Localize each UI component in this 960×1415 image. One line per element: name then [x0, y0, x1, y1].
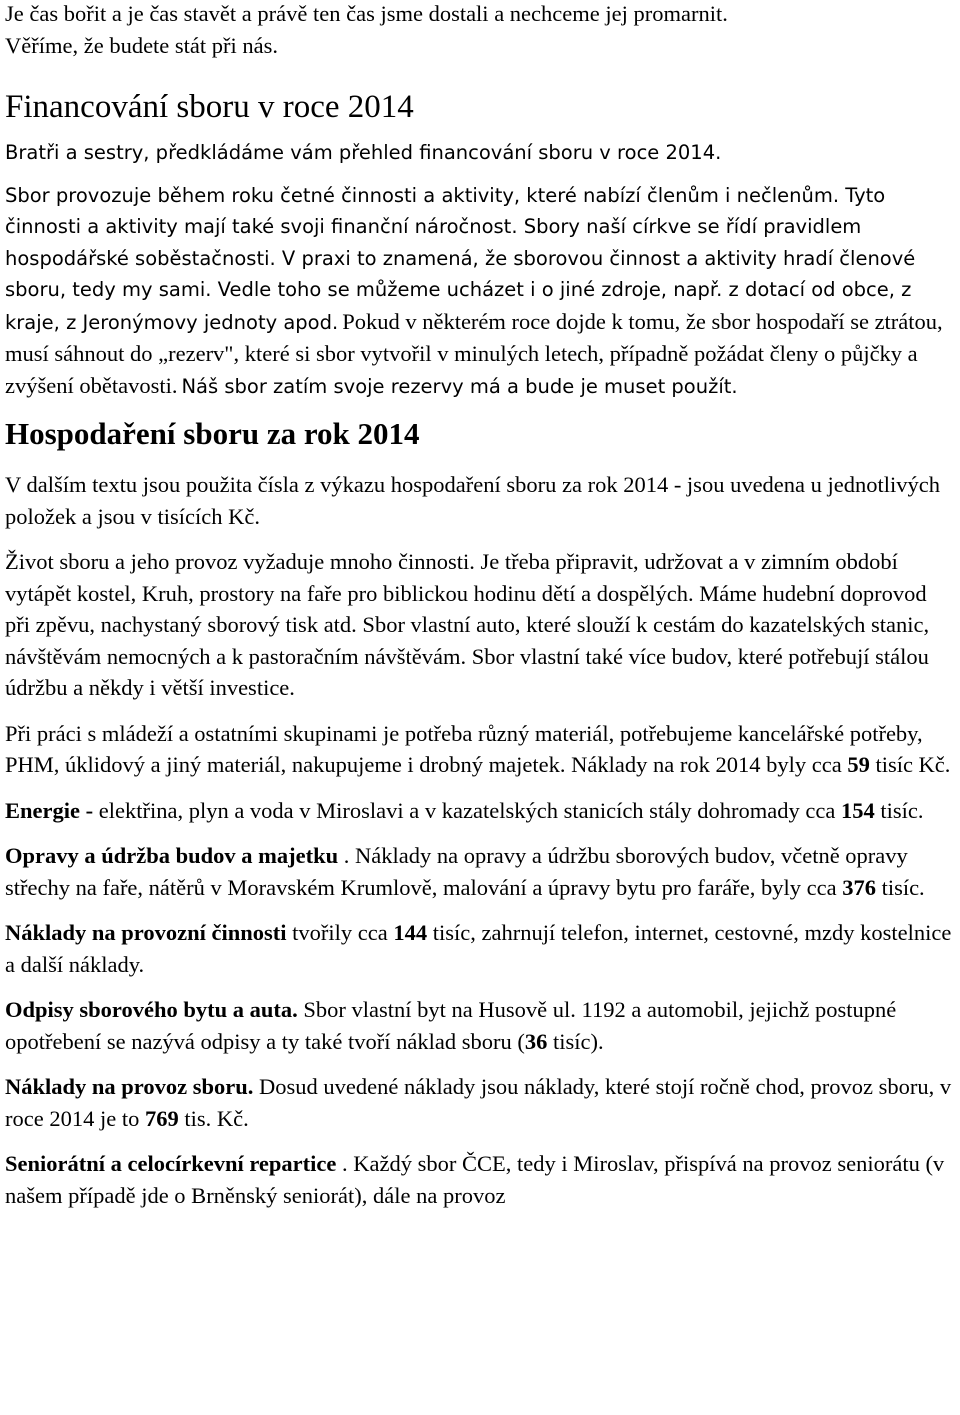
repairs-amount: 376 — [842, 874, 876, 900]
section-title-financing: Financování sboru v roce 2014 — [5, 89, 414, 125]
intro-line-1: Je čas bořit a je čas stavět a právě ten čas jsme dostali a nechceme jej promarnit. — [5, 1, 728, 26]
repairs-paragraph — [5, 840, 953, 903]
life-paragraph: Život sboru a jeho provoz vyžaduje mnoho činnosti. Je třeba připravit, udržovat a v zimním období vytápět kostel, Kruh, prostory na faře pro biblickou hodinu dětí a dospělých. Máme hudební doprovod při zpěvu, nachystaný sborový tisk atd. Sbor vlastní auto, které slouží k cestám do kazatelských stanic, návštěvám nemocných a k pastoračním návštěvám. Sbor vlastní také více budov, které potřebují stálou údržbu a někdy i větší investice. — [5, 549, 930, 700]
materials-suffix: tisíc Kč. — [869, 752, 951, 777]
intro-line-2: Věříme, že budete stát při nás. — [5, 32, 279, 58]
repairs-text: . Náklady na opravy a údržbu sborových budov, včetně opravy střechy na faře, nátěrů v Moravském Krumlově, malování a úpravy bytu pro faráře, byly cca — [5, 843, 908, 900]
section-subtitle: Bratři a sestry, předkládáme vám přehled financování sboru v roce 2014. — [5, 141, 722, 164]
financing-text-serif: Pokud v některém roce dojde k tomu, že sbor hospodaří se ztrátou, musí sáhnout do „rezerv", které si sbor vytvořil v minulých letech, případně požádat členy o půjčky a zvýšení obětavosti. — [5, 308, 943, 398]
depreciation-text: Sbor vlastní byt na Husově ul. 1192 a automobil, jejichž postupné opotřebení se nazývá odpisy a ty také tvoří náklad sboru ( — [5, 997, 897, 1054]
financing-paragraph — [5, 180, 953, 403]
repartice-label: Seniorátní a celocírkevní repartice — [5, 1151, 337, 1176]
running-costs-paragraph — [5, 1071, 953, 1134]
energy-text: elektřina, plyn a voda v Miroslavi a v kazatelských stanicích stály dohromady cca — [93, 797, 841, 823]
running-costs-text: Dosud uvedené náklady jsou náklady, které stojí ročně chod, provoz sboru, v roce 2014 je to — [5, 1074, 952, 1131]
document-page — [5, 0, 953, 1211]
section-title-economy: Hospodaření sboru za rok 2014 — [5, 416, 420, 451]
operations-paragraph — [5, 917, 953, 980]
materials-paragraph — [5, 718, 953, 781]
financing-text-sans: Sbor provozuje během roku četné činnosti a aktivity, které nabízí členům i nečlenům. Tyto činnosti a aktivity mají také svoji finanční náročnost. Sbory naší církve se řídí pravidlem hospodářské soběstačnosti. V praxi to znamená, že sborovou činnost a aktivity hradí členové sboru, tedy my sami. Vedle toho se můžeme ucházet i o jiné zdroje, např. z dotací od obce, z kraje, z Jeronýmovy jednoty apod. — [5, 183, 916, 334]
repartice-paragraph — [5, 1148, 953, 1211]
energy-amount: 154 — [841, 797, 875, 823]
financing-text-end: Náš sbor zatím svoje rezervy má a bude je muset použít. — [181, 374, 738, 398]
operations-suffix: tisíc, zahrnují telefon, internet, cestovné, mzdy kostelnice a další náklady. — [5, 920, 952, 977]
energy-suffix: tisíc. — [874, 797, 924, 823]
operations-text: tvořily cca — [286, 920, 394, 945]
operations-amount: 144 — [393, 920, 428, 945]
repairs-suffix: tisíc. — [875, 874, 925, 900]
materials-amount: 59 — [847, 752, 870, 777]
running-costs-suffix: tis. Kč. — [178, 1105, 249, 1131]
running-costs-amount: 769 — [144, 1105, 179, 1131]
depreciation-amount: 36 — [524, 1028, 548, 1054]
materials-text: Při práci s mládeží a ostatními skupinami je potřeba různý materiál, potřebujeme kancelářské potřeby, PHM, úklidový a jiný materiál, nakupujeme i drobný majetek. Náklady na rok 2014 byly cca — [5, 720, 923, 777]
energy-label: Energie - — [5, 797, 94, 823]
energy-paragraph — [5, 795, 953, 827]
depreciation-paragraph — [5, 994, 953, 1057]
depreciation-label: Odpisy sborového bytu a auta. — [5, 997, 298, 1022]
operations-label: Náklady na provozní činnosti — [5, 920, 287, 945]
repairs-label: Opravy a údržba budov a majetku — [5, 843, 339, 868]
depreciation-suffix: tisíc). — [547, 1028, 604, 1054]
running-costs-label: Náklady na provoz sboru. — [5, 1074, 254, 1099]
intro-paragraph — [5, 0, 953, 61]
economy-intro: V dalším textu jsou použita čísla z výkazu hospodaření sboru za rok 2014 - jsou uvedena u jednotlivých položek a jsou v tisících Kč. — [5, 472, 941, 529]
repartice-text: . Každý sbor ČCE, tedy i Miroslav, přispívá na provoz seniorátu (v našem případě jde o Brněnský seniorát), dále na provoz — [5, 1151, 945, 1208]
